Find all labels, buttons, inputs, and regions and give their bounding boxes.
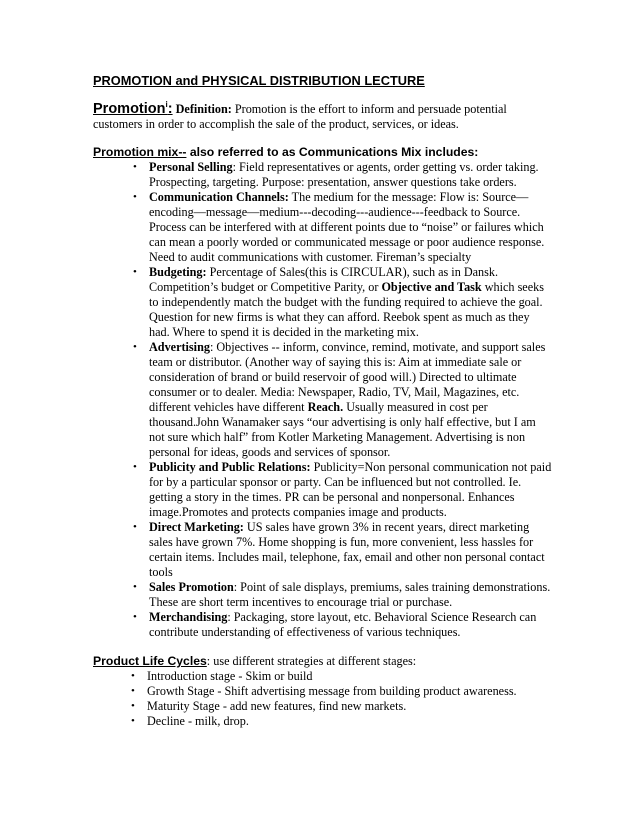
promotion-mix-heading: Promotion mix-- also referred to as Communications Mix includes: — [93, 145, 479, 159]
promotion-definition — [93, 102, 553, 132]
list-item: • Personal Selling: Field representatives or agents, order getting vs. order taking. Prospecting, targeting. Purpose: presentation, answer questions take orders. — [133, 160, 539, 189]
bullet-icon: • — [133, 611, 137, 623]
bullet-icon: • — [133, 581, 137, 593]
list-item: • Growth Stage - Shift advertising message from building product awareness. — [131, 684, 517, 698]
list-item: • Direct Marketing: US sales have grown 3% in recent years, direct marketing sales have grown 7%. Home shopping is fun, more convenient, less hassles for certain items. Includes mail, telephone, fax, email and other non personal contact tools — [133, 520, 545, 579]
bullet-icon: • — [133, 191, 137, 203]
section-spacer — [93, 640, 553, 654]
list-item: • Merchandising: Packaging, store layout, etc. Behavioral Science Research can contribute understanding of effectiveness of various techniques. — [133, 610, 537, 639]
document-body — [93, 73, 553, 729]
footnote-marker: i — [165, 100, 168, 110]
bullet-icon: • — [133, 266, 137, 278]
definition-label: Definition: — [172, 102, 232, 116]
product-life-cycles-list — [93, 669, 553, 729]
definition-text: Promotion is the effort to inform and persuade potential customers in order to accomplish the sale of the product, services, or ideas. — [93, 102, 507, 131]
bullet-icon: • — [131, 715, 135, 727]
list-item: • Sales Promotion: Point of sale displays, premiums, sales training demonstrations. These are short term incentives to encourage trial or purchase. — [133, 580, 551, 609]
bullet-icon: • — [131, 700, 135, 712]
bullet-icon: • — [133, 161, 137, 173]
bullet-icon: • — [133, 461, 137, 473]
list-item: • Decline - milk, drop. — [131, 714, 249, 728]
list-item: • Advertising: Objectives -- inform, convince, remind, motivate, and support sales team or distributor. (Another way of saying this is: Aim at immediate sale or consideration of brand or build reservoir of good will.) Directed to ultimate consumer or to dealer. Media: Newspaper, Radio, TV, Mail, Magazines, etc. different vehicles have different Reach. Usually measured in cost per thousand.John Wanamaker says “our advertising is only half effective, but I am not sure which half” from Kotler Marketing Management. Advertising is non personal for ideas, goods and services of sponsor. — [133, 340, 546, 459]
list-item: • Publicity and Public Relations: Publicity=Non personal communication not paid for by a particular sponsor or party. Can be influenced but not controlled. Ie. getting a story in the times. PR can be personal and nonpersonal. Enhances image.Promotes and protects companies image and products. — [133, 460, 552, 519]
bullet-icon: • — [131, 670, 135, 682]
list-item: • Maturity Stage - add new features, find new markets. — [131, 699, 407, 713]
bullet-icon: • — [133, 521, 137, 533]
bullet-icon: • — [131, 685, 135, 697]
promotion-heading: Promotion$^i$: — [93, 100, 173, 117]
list-item: • Introduction stage - Skim or build — [131, 669, 313, 683]
list-item: • Budgeting: Percentage of Sales(this is CIRCULAR), such as in Dansk. Competition’s budget or Competitive Parity, or Objective and Task which seeks to independently match the budget with the funding required to achieve the goal. Question for new firms is what they can afford. Reebok spent as much as they had. Where to spend it is decided in the marketing mix. — [133, 265, 544, 339]
promotion-mix-list — [93, 160, 553, 640]
page-title: PROMOTION and PHYSICAL DISTRIBUTION LECTURE — [93, 73, 425, 88]
product-life-cycles-heading: Product Life Cycles: use different strategies at different stages: — [93, 654, 417, 668]
bullet-icon: • — [133, 341, 137, 353]
list-item: • Communication Channels: The medium for the message: Flow is: Source—encoding—message—medium--‐decoding---audience---feedback to Source. Process can be interfered with at different points due to “noise” or failures which can mean a poorly worded or communicated message or poor audience response. Need to audit communications with customer. Fireman’s specialty — [133, 190, 545, 264]
